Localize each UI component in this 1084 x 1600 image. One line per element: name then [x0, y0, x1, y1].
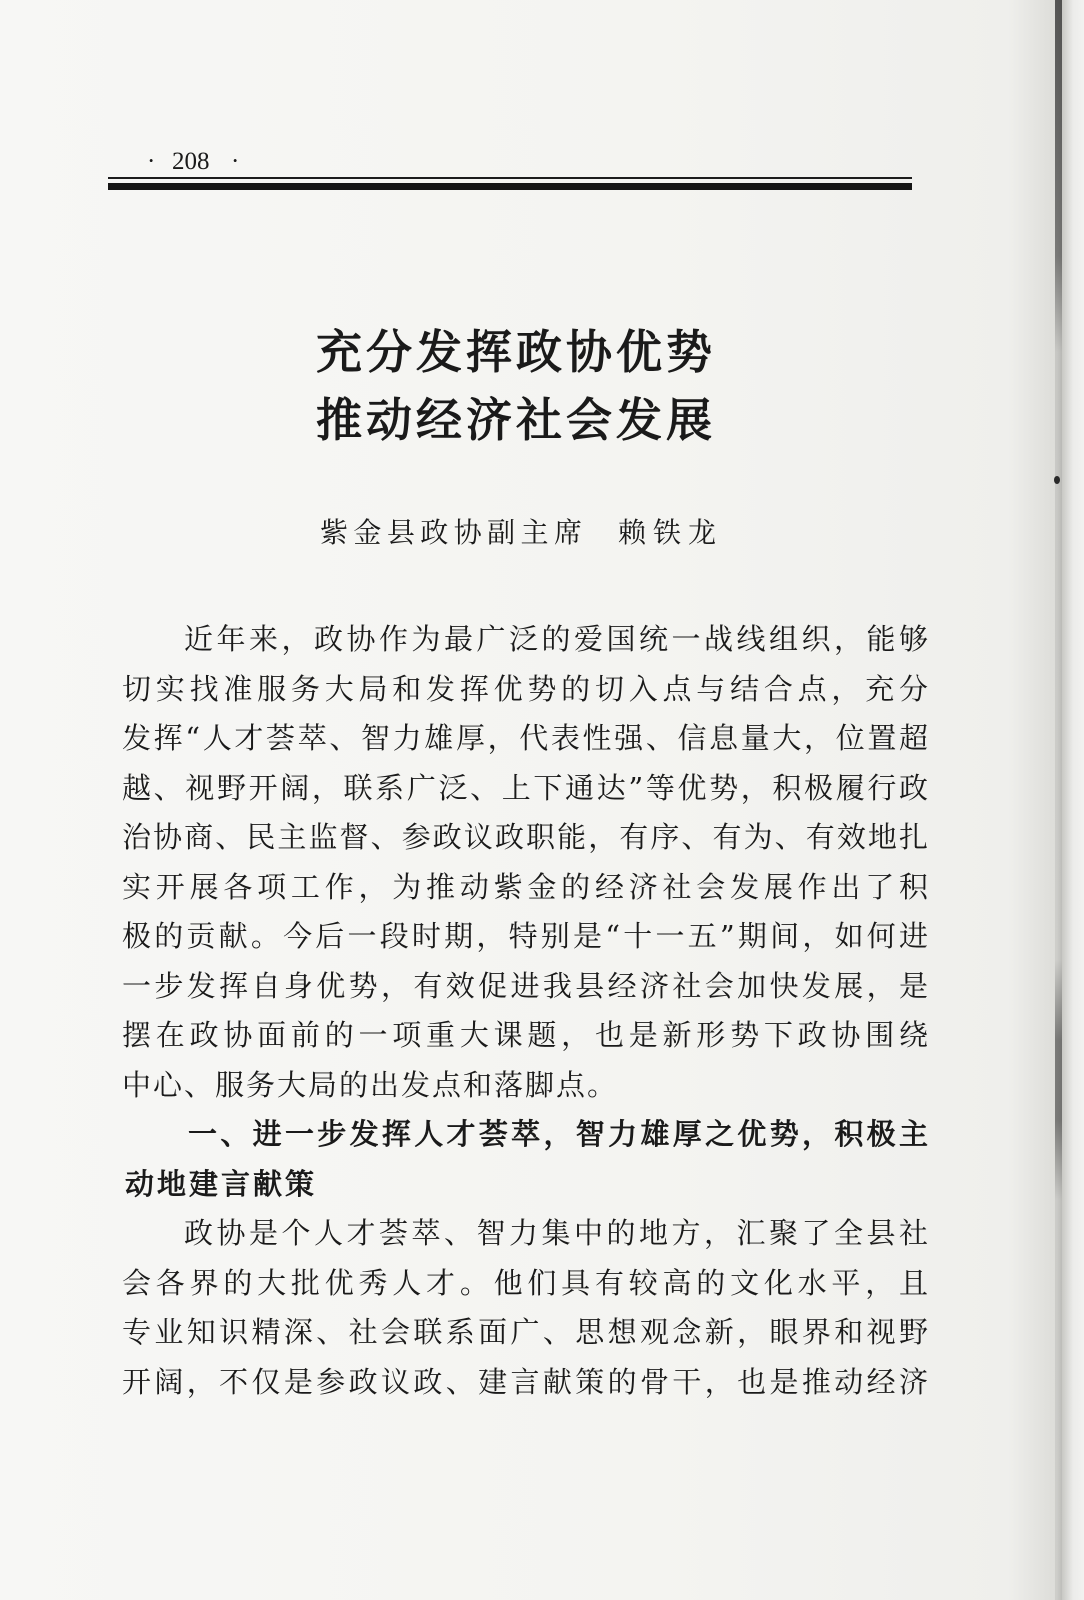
body-line: 专业知识精深、社会联系面广、思想观念新，眼界和视野 [122, 1315, 928, 1349]
section-heading-line: 一、进一步发挥人才荟萃，智力雄厚之优势，积极主 [188, 1117, 928, 1151]
body-line: 极的贡献。今后一段时期，特别是“十一五”期间，如何进 [122, 919, 928, 953]
scan-edge-shadow [1055, 0, 1062, 1600]
page-number [143, 147, 253, 177]
page-number-ornament-right: · [231, 148, 240, 175]
body-line: 一步发挥自身优势，有效促进我县经济社会加快发展，是 [122, 968, 928, 1003]
body-line: 越、视野开阔，联系广泛、上下通达”等优势，积极履行政 [122, 770, 928, 805]
body-line: 实开展各项工作，为推动紫金的经济社会发展作出了积 [122, 869, 928, 904]
section-heading-line: 动地建言献策 [125, 1166, 318, 1201]
scan-speck [1054, 476, 1060, 484]
title-line-1: 充分发挥政协优势 [316, 325, 712, 379]
body-line: 政协是个人才荟萃、智力集中的地方，汇聚了全县社 [184, 1216, 928, 1250]
page-number-ornament-left: · [147, 148, 156, 175]
body-line: 中心、服务大局的出发点和落脚点。 [122, 1067, 619, 1102]
section-heading [122, 1110, 928, 1209]
author-position: 紫金县政协副主席 [320, 516, 582, 549]
body-line: 开阔，不仅是参政议政、建言献策的骨干，也是推动经济 [122, 1364, 928, 1399]
body-line: 治协商、民主监督、参政议政职能，有序、有为、有效地扎 [122, 820, 928, 854]
title-line-2: 推动经济社会发展 [316, 393, 712, 447]
article-title [316, 318, 712, 454]
body-line: 近年来，政协作为最广泛的爱国统一战线组织，能够 [184, 622, 928, 656]
body-line: 摆在政协面前的一项重大课题，也是新形势下政协围绕 [122, 1018, 928, 1052]
header-rule-thick [108, 183, 912, 190]
body-line: 会各界的大批优秀人才。他们具有较高的文化水平，且 [122, 1265, 928, 1300]
article-body [122, 615, 928, 1407]
body-line: 切实找准服务大局和发挥优势的切入点与结合点，充分 [122, 671, 928, 706]
paragraph-1 [122, 615, 928, 1110]
header-rule-thin [108, 177, 912, 179]
body-line: 发挥“人才荟萃、智力雄厚，代表性强、信息量大，位置超 [122, 721, 928, 755]
author-name: 赖铁龙 [618, 516, 716, 549]
page-number-value: 208 [172, 148, 210, 175]
paragraph-2 [122, 1209, 928, 1407]
